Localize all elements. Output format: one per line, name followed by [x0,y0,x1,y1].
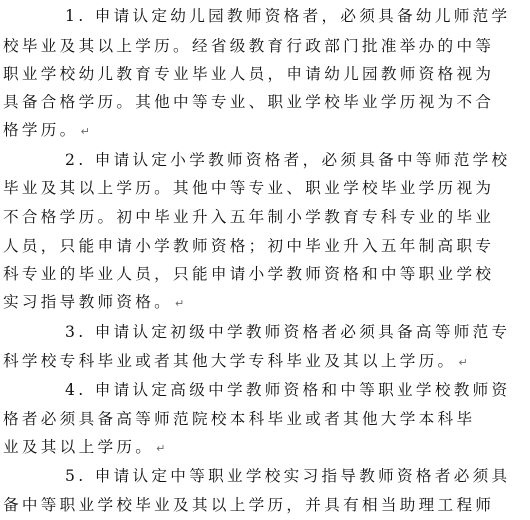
text-line: 科专业的毕业人员，只能申请小学教师资格和中等职业学校 [3,265,495,283]
paragraph-mark-icon: ↵ [458,356,468,369]
text-line: 不合格学历。初中毕业升入五年制小学教育专科专业的毕业 [3,208,495,226]
paragraph-mark-icon: ↵ [156,442,166,455]
text-line: 实习指导教师资格。 ↵ [3,293,185,311]
text-line: 职业学校幼儿教育专业毕业人员，申请幼儿园教师资格视为 [3,65,495,83]
text-line: 具备合格学历。其他中等专业、职业学校毕业学历视为不合 [3,93,495,111]
text-line: 格学历。 ↵ [3,121,90,139]
text-line: 1. 申请认定幼儿园教师资格者，必须具备幼儿师范学 [65,7,511,25]
text-line: 校毕业及其以上学历。经省级教育行政部门批准举办的中等 [3,37,495,55]
text-line: 格者必须具备高等师范院校本科毕业或者其他大学本科毕 [3,410,476,428]
text-line: 毕业及其以上学历。其他中等专业、职业学校毕业学历视为 [3,179,495,197]
paragraph-mark-icon: ↵ [80,125,90,138]
text-line: 2. 申请认定小学教师资格者，必须具备中等师范学校 [65,151,511,169]
text-line: 5. 申请认定中等职业学校实习指导教师资格者必须具 [65,467,511,485]
text-line: 4. 申请认定高级中学教师资格和中等职业学校教师资 [65,381,511,399]
text-line: 人员，只能申请小学教师资格；初中毕业升入五年制高职专 [3,237,495,255]
paragraph-mark-icon: ↵ [175,297,185,310]
text-line: 科学校专科毕业或者其他大学专科毕业及其以上学历。 ↵ [3,352,468,370]
text-line: 备中等职业学校毕业及其以上学历，并具有相当助理工程师 [3,496,495,514]
text-line: 3. 申请认定初级中学教师资格者必须具备高等师范专 [65,323,511,341]
text-line: 业及其以上学历。 ↵ [3,438,166,456]
